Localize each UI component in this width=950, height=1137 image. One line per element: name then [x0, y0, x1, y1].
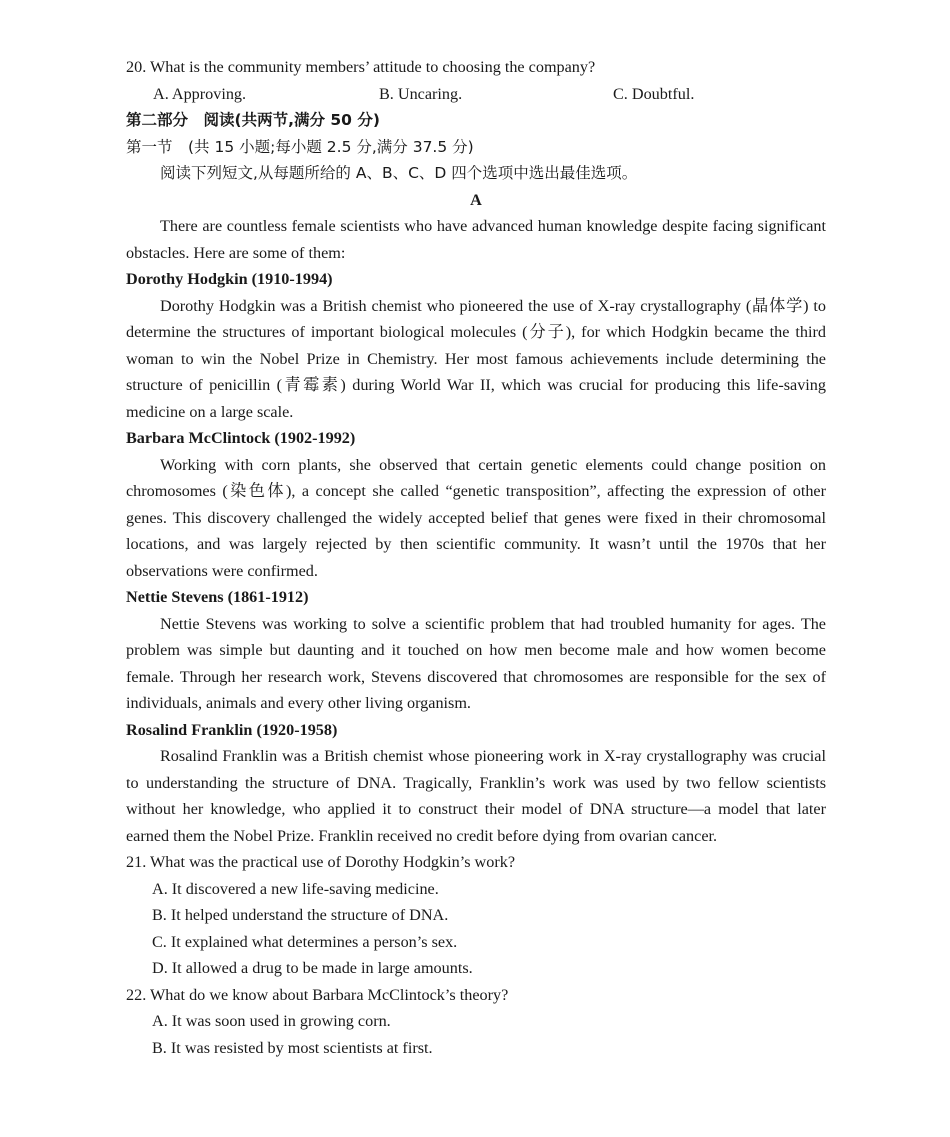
q20-option-a: A. Approving.	[153, 84, 247, 103]
scientist-heading-mcclintock: Barbara McClintock (1902-1992)	[126, 429, 356, 447]
q22-option-a: A. It was soon used in growing corn.	[152, 1012, 391, 1030]
q21-option-c: C. It explained what determines a person’s sex.	[152, 932, 458, 951]
q20-options	[126, 81, 826, 108]
section-heading: 第一节 (共 15 小题;每小题 2.5 分,满分 37.5 分)	[126, 137, 474, 156]
passage-intro: There are countless female scientists who have advanced human knowledge despite facing significant obstacles. Here are some of them:	[126, 217, 826, 262]
part-heading: 第二部分 阅读(共两节,满分 50 分)	[126, 111, 380, 129]
scientist-text-hodgkin: Dorothy Hodgkin was a British chemist who pioneered the use of X-ray crystallography (晶体学) to determine the structures of important biological molecules (分子), for which Hodgkin became the third woman to win the Nobel Prize in Chemistry. Her most famous achievements include determining the structure of penicillin (青霉素) during World War II, which was crucial for producing this life-saving medicine on a large scale.	[126, 296, 826, 421]
q22-option-b: B. It was resisted by most scientists at first.	[152, 1038, 433, 1057]
scientist-heading-franklin: Rosalind Franklin (1920-1958)	[126, 720, 338, 739]
instruction: 阅读下列短文,从每题所给的 A、B、C、D 四个选项中选出最佳选项。	[160, 164, 638, 182]
q21-option-b: B. It helped understand the structure of DNA.	[152, 906, 449, 924]
q20-option-b: B. Uncaring.	[379, 84, 463, 103]
q22-stem: 22. What do we know about Barbara McClintock’s theory?	[126, 985, 509, 1004]
exam-page	[126, 54, 826, 1061]
scientist-text-franklin: Rosalind Franklin was a British chemist whose pioneering work in X-ray crystallography was crucial to understanding the structure of DNA. Tragically, Franklin’s work was used by two fellow scientists without her knowledge, who applied it to construct their model of DNA structure—a model that later earned them the Nobel Prize. Franklin received no credit before dying from ovarian cancer.	[126, 747, 826, 845]
q20-stem: 20. What is the community members’ attitude to choosing the company?	[126, 58, 596, 76]
scientist-text-stevens: Nettie Stevens was working to solve a scientific problem that had troubled humanity for ages. The problem was simple but daunting and it touched on how men become male and how women become female. Through her research work, Stevens discovered that chromosomes are responsible for the sex of individuals, animals and every other living organism.	[126, 614, 826, 712]
passage-label: A	[470, 190, 482, 209]
q21-option-a: A. It discovered a new life-saving medicine.	[152, 879, 439, 898]
q21-stem: 21. What was the practical use of Dorothy Hodgkin’s work?	[126, 853, 516, 871]
q20-option-c: C. Doubtful.	[613, 84, 695, 103]
scientist-text-mcclintock: Working with corn plants, she observed that certain genetic elements could change position on chromosomes (染色体), a concept she called “genetic transposition”, affecting the expression of other genes. This discovery challenged the widely accepted belief that genes were fixed in their chromosomal locations, and was largely rejected by then scientific community. It wasn’t until the 1970s that her observations were confirmed.	[126, 455, 826, 580]
scientist-heading-hodgkin: Dorothy Hodgkin (1910-1994)	[126, 270, 333, 288]
q21-option-d: D. It allowed a drug to be made in large amounts.	[152, 959, 473, 977]
scientist-heading-stevens: Nettie Stevens (1861-1912)	[126, 588, 309, 606]
